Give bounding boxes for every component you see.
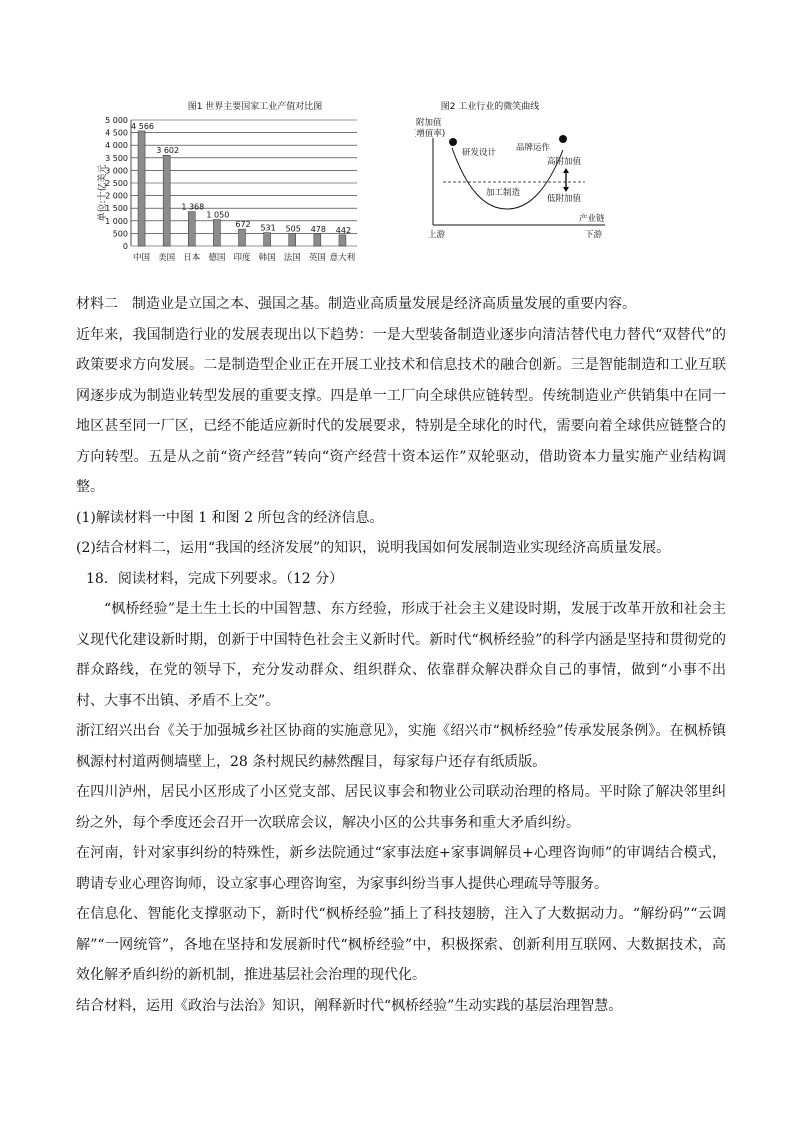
data-label: 672 <box>235 220 251 230</box>
material-2-heading: 材料二 制造业是立国之本、强国之基。制造业高质量发展是经济高质量发展的重要内容。 <box>76 296 636 312</box>
y-tick-label: 1 500 <box>105 204 128 214</box>
y-tick-label: 3 500 <box>105 153 128 163</box>
y-tick-label: 4 500 <box>105 128 128 138</box>
body-text <box>76 289 726 1021</box>
category-label: 日本 <box>183 253 201 263</box>
bar <box>213 220 220 246</box>
y-axis-label-line-2: (增值率) <box>415 129 446 139</box>
data-label: 4 566 <box>131 121 155 131</box>
q18-paragraph-5: 在信息化、智能化支撑驱动下，新时代“枫桥经验”插上了科技翅膀，注入了大数据动力。“解纷码”“云调解”“一网统管”，各地在坚持和发展新时代“枫桥经验”中，积极探索、创新利用互联网、大数据技术，高效化解矛盾纠纷的新机制，推进基层社会治理的现代化。 <box>76 906 726 983</box>
bar <box>314 234 321 246</box>
chart-title: 图2 工业行业的微笑曲线 <box>440 102 540 112</box>
category-label: 英国 <box>308 253 326 263</box>
annotation-high-value: 高附加值 <box>547 157 582 167</box>
data-label: 3 602 <box>156 146 180 156</box>
chart-title: 图1 世界主要国家工业产值对比图 <box>187 102 323 112</box>
q18-paragraph-2: 浙江绍兴出台《关于加强城乡社区协商的实施意见》，实施《绍兴市“枫桥经验”传承发展条例》。在枫桥镇枫源村村道两侧墙壁上，28 条村规民约赫然醒目，每家每户还存有纸质版。 <box>76 723 726 770</box>
q18-task: 结合材料，运用《政治与法治》知识，阐释新时代“枫桥经验”生动实践的基层治理智慧。 <box>76 997 623 1014</box>
bar <box>289 233 296 246</box>
category-label: 德国 <box>208 253 226 263</box>
x-end-label: 下游 <box>585 230 603 240</box>
bar <box>339 235 346 246</box>
annotation-brand-operation: 品牌运作 <box>516 143 551 153</box>
figure-1-bar-chart <box>95 98 365 278</box>
question-2: (2)结合材料二，运用“我国的经济发展”的知识，说明我国如何发展制造业实现经济高质量发展。 <box>76 540 671 556</box>
high-point-left <box>449 138 457 146</box>
data-label: 1 050 <box>206 210 230 220</box>
category-label: 中国 <box>133 253 151 263</box>
bar <box>264 233 271 246</box>
bar <box>163 155 170 246</box>
y-axis-label: 单位:十亿美元 <box>98 164 108 222</box>
data-label: 531 <box>260 223 276 233</box>
annotation-rd-design: 研发设计 <box>462 148 497 158</box>
y-tick-label: 500 <box>112 229 128 239</box>
bar <box>188 212 195 246</box>
y-tick-labels <box>105 116 128 251</box>
y-tick-label: 3 000 <box>105 166 128 176</box>
y-tick-label: 1 000 <box>105 216 128 226</box>
bar <box>239 229 246 246</box>
y-tick-label: 2 500 <box>105 179 128 188</box>
data-label: 505 <box>285 224 301 234</box>
data-label: 442 <box>335 225 352 235</box>
arrow-head-up-icon <box>563 168 569 173</box>
figure-2-smile-curve <box>415 98 610 248</box>
annotation-low-value: 低附加值 <box>547 194 582 204</box>
category-label: 美国 <box>158 253 176 263</box>
material-2-paragraph: 近年来，我国制造行业的发展表现出以下趋势：一是大型装备制造业逐步向清洁替代电力替代“双替代”的政策要求方向发展。二是制造型企业正在开展工业技术和信息技术的融合创新。三是智能制造和工业互联网逐步成为制造业转型发展的重要支撑。四是单一工厂向全球供应链转型。传统制造业产供销集中在同一地区甚至同一厂区，已经不能适应新时代的发展要求，特别是全球化的时代，需要向着全球供应链整合的方向转型。五是从之前“资产经营”转向“资产经营十资本运作”双轮驱动，借助资本力量实施产业结构调整。 <box>76 326 726 495</box>
category-label: 韩国 <box>258 253 276 263</box>
category-label: 意大利 <box>329 253 356 263</box>
q18-paragraph-4: 在河南，针对家事纠纷的特殊性，新乡法院通过“家事法庭+家事调解员+心理咨询师”的审调结合模式，聘请专业心理咨询师，设立家事心理咨询室，为家事纠纷当事人提供心理疏导等服务。 <box>76 845 726 892</box>
question-18-title: 18．阅读材料，完成下列要求。（12 分） <box>86 570 344 587</box>
y-tick-label: 0 <box>122 242 128 251</box>
y-tick-label: 4 000 <box>105 141 128 151</box>
category-label: 法国 <box>283 253 301 263</box>
arrow-head-down-icon <box>563 187 569 192</box>
smile-curve-svg <box>415 98 610 248</box>
q18-paragraph-3: 在四川泸州，居民小区形成了小区党支部、居民议事会和物业公司联动治理的格局。平时除了解决邻里纠纷之外，每个季度还会召开一次联席会议，解决小区的公共事务和重大矛盾纠纷。 <box>76 784 726 831</box>
y-tick-label: 2 000 <box>105 191 128 201</box>
y-tick-label: 5 000 <box>105 116 128 125</box>
category-label: 印度 <box>233 253 251 263</box>
q18-paragraph-1: “枫桥经验”是土生土长的中国智慧、东方经验，形成于社会主义建设时期，发展于改革开放和社会主义现代化建设新时期，创新于中国特色社会主义新时代。新时代“枫桥经验”的科学内涵是坚持和贯彻党的群众路线，在党的领导下，充分发动群众、组织群众、依靠群众解决群众自己的事情，做到“小事不出村、大事不出镇、矛盾不上交”。 <box>76 601 726 709</box>
x-axis-label: 产业链 <box>579 214 605 224</box>
y-axis-label-line-1: 附加值 <box>416 118 442 128</box>
bar <box>138 131 145 246</box>
high-point-right <box>559 135 567 143</box>
bar-chart-svg <box>95 98 365 278</box>
category-labels <box>133 252 356 263</box>
data-label: 1 368 <box>181 202 205 212</box>
data-label: 478 <box>310 224 326 234</box>
question-1: (1)解读材料一中图 1 和图 2 所包含的经济信息。 <box>76 509 384 526</box>
annotation-processing: 加工制造 <box>486 188 521 198</box>
x-start-label: 上游 <box>428 230 446 240</box>
